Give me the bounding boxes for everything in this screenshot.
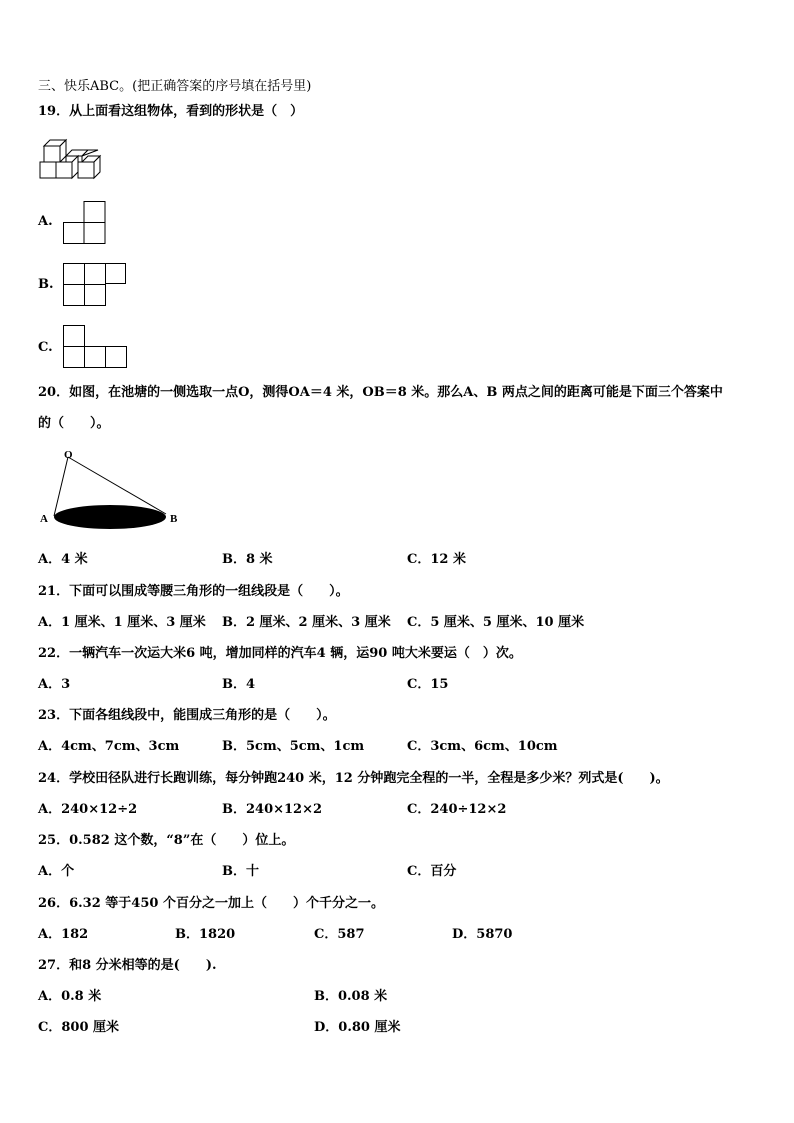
q20-option-b: B．8 米	[222, 552, 273, 567]
section-title: 三、快乐ABC。(把正确答案的序号填在括号里)	[38, 79, 312, 94]
q24-option-b: B．240×12×2	[222, 802, 323, 817]
q21-option-a: A．1 厘米、1 厘米、3 厘米	[38, 615, 206, 630]
q27-option-b: B．0.08 米	[314, 989, 388, 1004]
q20-option-a: A．4 米	[38, 552, 88, 567]
q24-option-a: A．240×12÷2	[38, 802, 138, 817]
q26-option-c: C．587	[314, 927, 365, 942]
q25-option-c: C．百分	[407, 864, 457, 879]
q20-option-c: C．12 米	[407, 552, 466, 567]
q21-stem: 21．下面可以围成等腰三角形的一组线段是（ ）。	[38, 584, 349, 599]
q24-stem: 24．学校田径队进行长跑训练，每分钟跑240 米，12 分钟跑完全程的一半，全程是多少米？列式是( )。	[38, 771, 669, 786]
q27-option-c: C．800 厘米	[38, 1020, 120, 1035]
q25-stem: 25．0.582 这个数，“8”在（ ）位上。	[38, 833, 295, 848]
point-b-label: B	[170, 513, 178, 525]
q19-option-b-shape	[63, 263, 127, 307]
q27-stem: 27．和8 分米相等的是( ).	[38, 958, 217, 973]
q20-stem-line1: 20．如图，在池塘的一侧选取一点O，测得OA＝4 米，OB＝8 米。那么A、B 两点之间的距离可能是下面三个答案中	[38, 385, 723, 400]
q27-option-d: D．0.80 厘米	[314, 1020, 401, 1035]
q23-option-a: A．4cm、7cm、3cm	[38, 739, 180, 754]
q25-option-a: A．个	[38, 864, 75, 879]
q22-option-c: C．15	[407, 677, 449, 692]
q20-pond-figure	[38, 448, 188, 532]
q19-option-c-label: C.	[38, 340, 53, 355]
q19-option-c-shape	[63, 325, 127, 369]
q19-option-b-label: B.	[38, 277, 54, 292]
q20-stem-line2: 的（ ）。	[38, 416, 110, 431]
q19-option-a-label: A.	[38, 214, 53, 229]
q26-option-d: D．5870	[452, 927, 513, 942]
q27-option-a: A．0.8 米	[38, 989, 102, 1004]
q21-option-b: B．2 厘米、2 厘米、3 厘米	[222, 615, 391, 630]
q19-stem: 19．从上面看这组物体，看到的形状是（ ）	[38, 104, 304, 119]
q26-option-b: B．1820	[175, 927, 236, 942]
q24-option-c: C．240÷12×2	[407, 802, 507, 817]
segment-oa	[54, 457, 68, 516]
q22-stem: 22．一辆汽车一次运大米6 吨，增加同样的汽车4 辆，运90 吨大米要运（ ）次。	[38, 646, 522, 661]
q19-option-a-shape	[63, 201, 107, 245]
q22-option-a: A．3	[38, 677, 71, 692]
q23-option-b: B．5cm、5cm、1cm	[222, 739, 365, 754]
q26-option-a: A．182	[38, 927, 89, 942]
q23-stem: 23．下面各组线段中，能围成三角形的是（ ）。	[38, 708, 336, 723]
point-o-label: O	[64, 449, 73, 461]
q21-option-c: C．5 厘米、5 厘米、10 厘米	[407, 615, 585, 630]
q22-option-b: B．4	[222, 677, 256, 692]
q25-option-b: B．十	[222, 864, 259, 879]
q23-option-c: C．3cm、6cm、10cm	[407, 739, 558, 754]
q19-cube-figure	[38, 138, 102, 182]
point-a-label: A	[40, 513, 48, 525]
pond-shape	[54, 505, 166, 529]
q26-stem: 26．6.32 等于450 个百分之一加上（ ）个千分之一。	[38, 896, 384, 911]
